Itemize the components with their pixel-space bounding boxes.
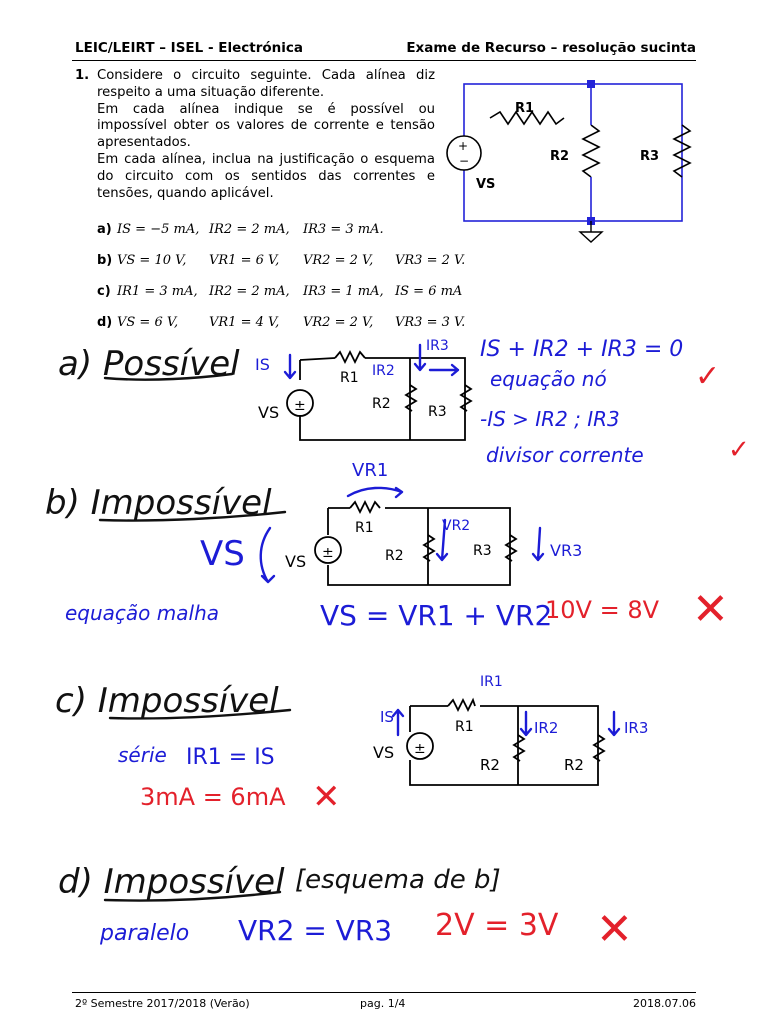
answer-b-title: b) Impossível <box>45 483 272 523</box>
sketch-label: R1 <box>355 520 374 536</box>
answer-a-note2: -IS > IR2 ; IR3 <box>480 407 620 431</box>
answer-b <box>45 460 729 635</box>
sketch-label: R1 <box>455 719 474 735</box>
cross-icon: ✕ <box>596 904 633 955</box>
sketch-label: R3 <box>473 543 492 559</box>
answer-b-result: 10V = 8V <box>545 596 660 624</box>
option-value: IR3 = 3 mA. <box>303 222 384 237</box>
sketch-a <box>255 338 471 440</box>
footer-center: pag. 1/4 <box>360 997 406 1010</box>
answer-a-note3: divisor corrente <box>486 443 644 467</box>
option-value: VR3 = 2 V. <box>395 253 466 268</box>
sketch-label: IR2 <box>372 363 395 379</box>
r2-resistor-icon <box>583 125 599 177</box>
header-left: LEIC/LEIRT – ISEL - Electrónica <box>75 40 303 56</box>
option-value: IS = −5 mA, <box>117 222 200 237</box>
option-value: IR2 = 2 mA, <box>209 284 290 299</box>
sketch-label: IR3 <box>624 719 649 737</box>
svg-text:±: ± <box>294 398 306 414</box>
answer-d-equation-label: paralelo <box>100 921 190 946</box>
answer-d-equation: VR2 = VR3 <box>238 914 393 947</box>
answer-d-note: [esquema de b] <box>295 865 501 895</box>
option-value: VR3 = 3 V. <box>395 315 466 330</box>
sketch-label: R2 <box>385 548 404 564</box>
answer-c <box>55 674 648 817</box>
answer-c-equation: IR1 = IS <box>186 745 275 770</box>
sketch-label: VR2 <box>442 518 471 534</box>
sketch-label: R2 <box>372 396 391 412</box>
option-value: VR2 = 2 V, <box>303 315 374 330</box>
svg-text:+: + <box>458 139 469 153</box>
sketch-label: VS <box>258 403 280 422</box>
check-icon: ✓ <box>695 359 721 394</box>
option-value: IR3 = 1 mA, <box>303 284 384 299</box>
answer-c-equation-label: série <box>118 743 167 767</box>
answer-a-note1: equação nó <box>490 367 607 391</box>
sketch-label: IS <box>255 355 270 374</box>
option-value: IS = 6 mA <box>395 284 463 299</box>
answer-a-equation: IS + IR2 + IR3 = 0 <box>480 337 684 362</box>
answer-d-result: 2V = 3V <box>435 908 559 943</box>
sketch-label: VS <box>285 552 307 571</box>
label-r1: R1 <box>515 101 535 116</box>
option-label: c) <box>97 284 111 299</box>
svg-text:±: ± <box>414 741 426 757</box>
sketch-b <box>285 460 582 585</box>
option-value: IR1 = 3 mA, <box>117 284 198 299</box>
sketch-label: R3 <box>428 404 447 420</box>
answer-b-equation-label: equação malha <box>65 601 220 625</box>
sketch-label: IS <box>380 708 394 726</box>
label-r2: R2 <box>550 149 570 164</box>
label-vs: VS <box>476 177 496 192</box>
question-paragraph-1: Considere o circuito seguinte. Cada alínea diz respeito a uma situação diferente. <box>97 68 435 100</box>
svg-text:±: ± <box>322 545 334 561</box>
cross-icon: ✕ <box>692 584 729 635</box>
question-paragraph-3: Em cada alínea, inclua na justificação o esquema do circuito com os sentidos das correntes e tensões, quando aplicável. <box>97 151 435 201</box>
header-right: Exame de Recurso – resolução sucinta <box>406 40 696 56</box>
answer-a <box>58 337 750 467</box>
question-number: 1. <box>75 68 90 83</box>
answer-c-result: 3mA = 6mA <box>140 783 286 811</box>
sketch-label: IR2 <box>534 719 559 737</box>
option-value: IR2 = 2 mA, <box>209 222 290 237</box>
footer-left: 2º Semestre 2017/2018 (Verão) <box>75 997 250 1010</box>
option-value: VR1 = 4 V, <box>209 315 280 330</box>
option-value: VR1 = 6 V, <box>209 253 280 268</box>
sketch-label: VR3 <box>550 541 583 560</box>
answer-b-vs: VS <box>200 534 245 574</box>
footer-rule <box>72 992 696 993</box>
sketch-label: R2 <box>564 756 584 774</box>
option-value: VS = 6 V, <box>117 315 179 330</box>
sketch-label: VR1 <box>352 460 389 481</box>
check-icon: ✓ <box>728 435 750 465</box>
question-paragraph-2: Em cada alínea indique se é possível ou impossível obter os valores de corrente e tensão apresentados. <box>97 101 435 151</box>
sketch-label: IR3 <box>426 338 449 354</box>
answer-b-equation: VS = VR1 + VR2 <box>320 599 553 632</box>
sketch-label: IR1 <box>480 674 503 690</box>
answer-c-title: c) Impossível <box>55 681 279 721</box>
node-top-icon <box>587 80 595 88</box>
cross-icon: ✕ <box>312 777 341 817</box>
option-value: VR2 = 2 V, <box>303 253 374 268</box>
sketch-label: R1 <box>340 370 359 386</box>
answer-d-title: d) Impossível <box>58 862 285 902</box>
answer-a-title: a) Possível <box>58 344 240 384</box>
sketch-label: R2 <box>480 756 500 774</box>
footer-right: 2018.07.06 <box>633 997 696 1010</box>
reference-circuit <box>447 80 690 242</box>
option-label: a) <box>97 222 112 237</box>
ground-icon <box>580 232 602 242</box>
svg-text:−: − <box>459 154 470 168</box>
label-r3: R3 <box>640 149 660 164</box>
option-value: VS = 10 V, <box>117 253 187 268</box>
sketch-label: VS <box>373 743 395 762</box>
sketch-c <box>373 674 648 785</box>
answer-d <box>58 862 633 955</box>
option-label: b) <box>97 253 113 268</box>
option-label: d) <box>97 315 113 330</box>
